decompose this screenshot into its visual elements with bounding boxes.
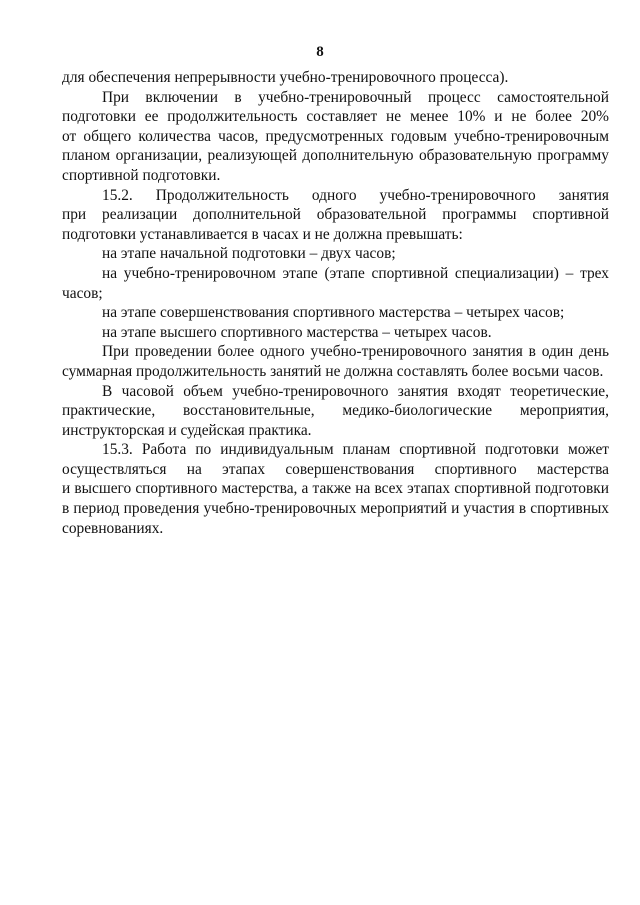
text-line: на этапе совершенствования спортивного мастерства – четырех часов; [102,304,565,322]
text-line: планом организации, реализующей дополнительную образовательную программу [62,147,609,165]
text-line: и высшего спортивного мастерства, а также на всех этапах спортивной подготовки [62,480,609,498]
text-line: на этапе начальной подготовки – двух часов; [102,245,396,263]
text-line: часов; [62,284,103,302]
text-line: В часовой объем учебно-тренировочного занятия входят теоретические, [102,382,609,400]
text-line: на этапе высшего спортивного мастерства – четырех часов. [102,323,492,341]
text-line: При проведении более одного учебно-тренировочного занятия в один день [102,343,609,361]
text-line: спортивной подготовки. [62,166,221,184]
text-line: суммарная продолжительность занятий не должна составлять более восьми часов. [62,362,604,380]
text-line: подготовки устанавливается в часах и не должна превышать: [62,225,463,243]
text-line: практические, восстановительные, медико-биологические мероприятия, [62,402,609,420]
text-line: от общего количества часов, предусмотренных годовым учебно-тренировочным [62,127,609,145]
text-line: для обеспечения непрерывности учебно-тренировочного процесса). [62,69,509,86]
text-line: при реализации дополнительной образовательной программы спортивной [62,206,609,224]
text-line: При включении в учебно-тренировочный процесс самостоятельной [102,88,609,106]
text-line: 15.3. Работа по индивидуальным планам спортивной подготовки может [102,441,609,459]
text-line: на учебно-тренировочном этапе (этапе спортивной специализации) – трех [102,264,609,282]
body-text [62,68,609,538]
text-line: инструкторская и судейская практика. [62,421,312,439]
text-line: в период проведения учебно-тренировочных мероприятий и участия в спортивных [62,500,609,518]
text-line: осуществляться на этапах совершенствования спортивного мастерства [62,460,609,478]
text-line: 15.2. Продолжительность одного учебно-тренировочного занятия [102,186,609,204]
page-number: 8 [316,44,324,60]
text-line: соревнованиях. [62,519,164,537]
text-line: подготовки ее продолжительность составляет не менее 10% и не более 20% [62,108,609,126]
